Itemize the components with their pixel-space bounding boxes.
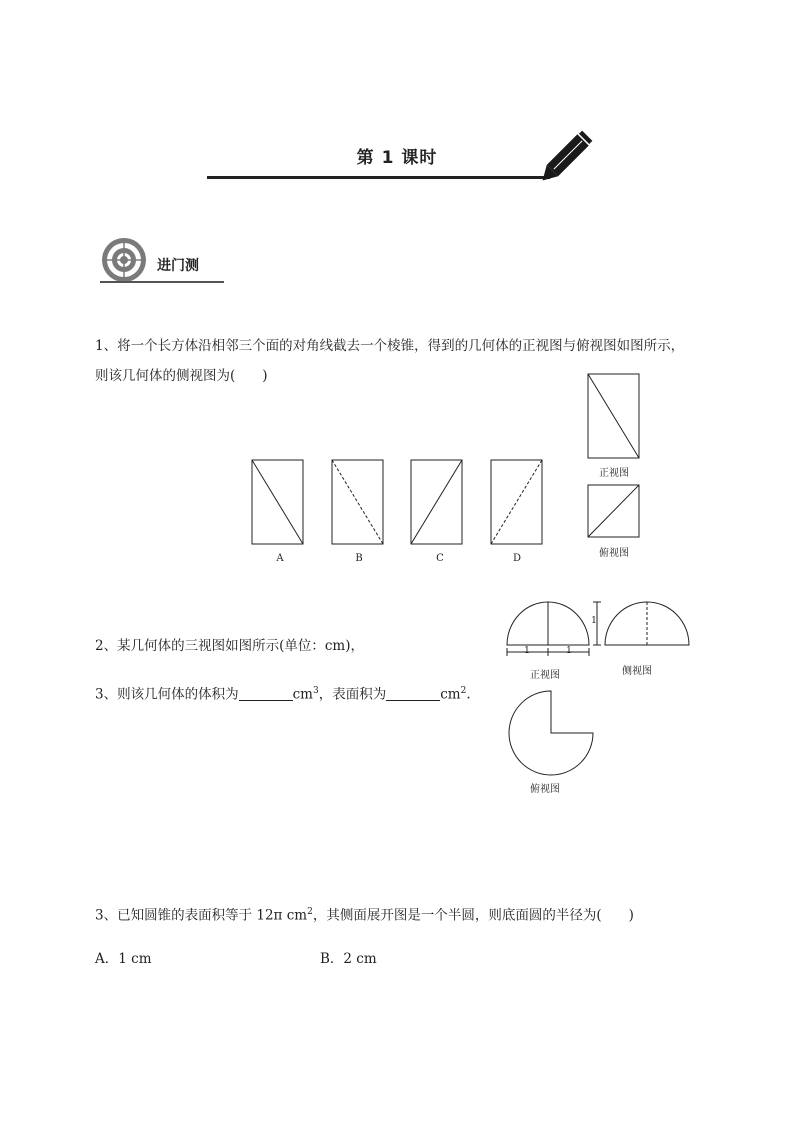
q3b-option-a[interactable]: A．1 cm bbox=[95, 951, 152, 967]
surface-area-blank[interactable] bbox=[386, 686, 440, 701]
q1-text-line2: 则该几何体的侧视图为( ) bbox=[95, 368, 268, 384]
q2-dim-label-left: 1 bbox=[524, 646, 530, 656]
q2-dim-label-right: 1 bbox=[566, 646, 572, 656]
q3b-suffix: ，其侧面展开图是一个半圆，则底面圆的半径为( ) bbox=[312, 907, 634, 924]
page-title: 第 1 课时 bbox=[356, 148, 438, 168]
q1-top-view-label: 俯视图 bbox=[599, 548, 629, 559]
q3a-unit2: cm bbox=[440, 686, 461, 703]
q3a-text bbox=[95, 686, 471, 702]
q2-text: 2、某几何体的三视图如图所示(单位：cm)， bbox=[95, 638, 364, 654]
q2-dim-label-height: 1 bbox=[591, 616, 597, 626]
q1-front-view-label: 正视图 bbox=[599, 468, 629, 479]
q3b-prefix: 3、已知圆锥的表面积等于 12π cm bbox=[95, 907, 308, 924]
q3b-option-b[interactable]: B．2 cm bbox=[320, 951, 377, 967]
q2-side-view-label: 侧视图 bbox=[622, 666, 652, 677]
q2-front-view-label: 正视图 bbox=[530, 670, 560, 681]
q3a-unit1-exp: 3 bbox=[312, 686, 319, 696]
q3a-prefix: 3、则该几何体的体积为 bbox=[95, 686, 239, 703]
option-b-label: B bbox=[355, 553, 363, 564]
option-a-label: A bbox=[276, 553, 284, 564]
q1-text-line1: 1、将一个长方体沿相邻三个面的对角线截去一个棱锥，得到的几何体的正视图与俯视图如图所示， bbox=[95, 338, 685, 354]
volume-blank[interactable] bbox=[239, 686, 293, 701]
q3a-unit1: cm bbox=[292, 686, 313, 703]
section-label: 进门测 bbox=[157, 258, 199, 274]
q3b-exp: 2 bbox=[307, 907, 313, 917]
option-c-label: C bbox=[436, 553, 444, 564]
q3a-unit2-exp: 2 bbox=[460, 686, 467, 696]
q3b-text bbox=[95, 908, 634, 923]
q3a-end: . bbox=[466, 686, 471, 703]
q3a-mid: ，表面积为 bbox=[318, 686, 387, 703]
q2-top-view-label: 俯视图 bbox=[530, 784, 560, 795]
option-d-label: D bbox=[512, 553, 522, 564]
q2-top-view bbox=[509, 691, 593, 775]
